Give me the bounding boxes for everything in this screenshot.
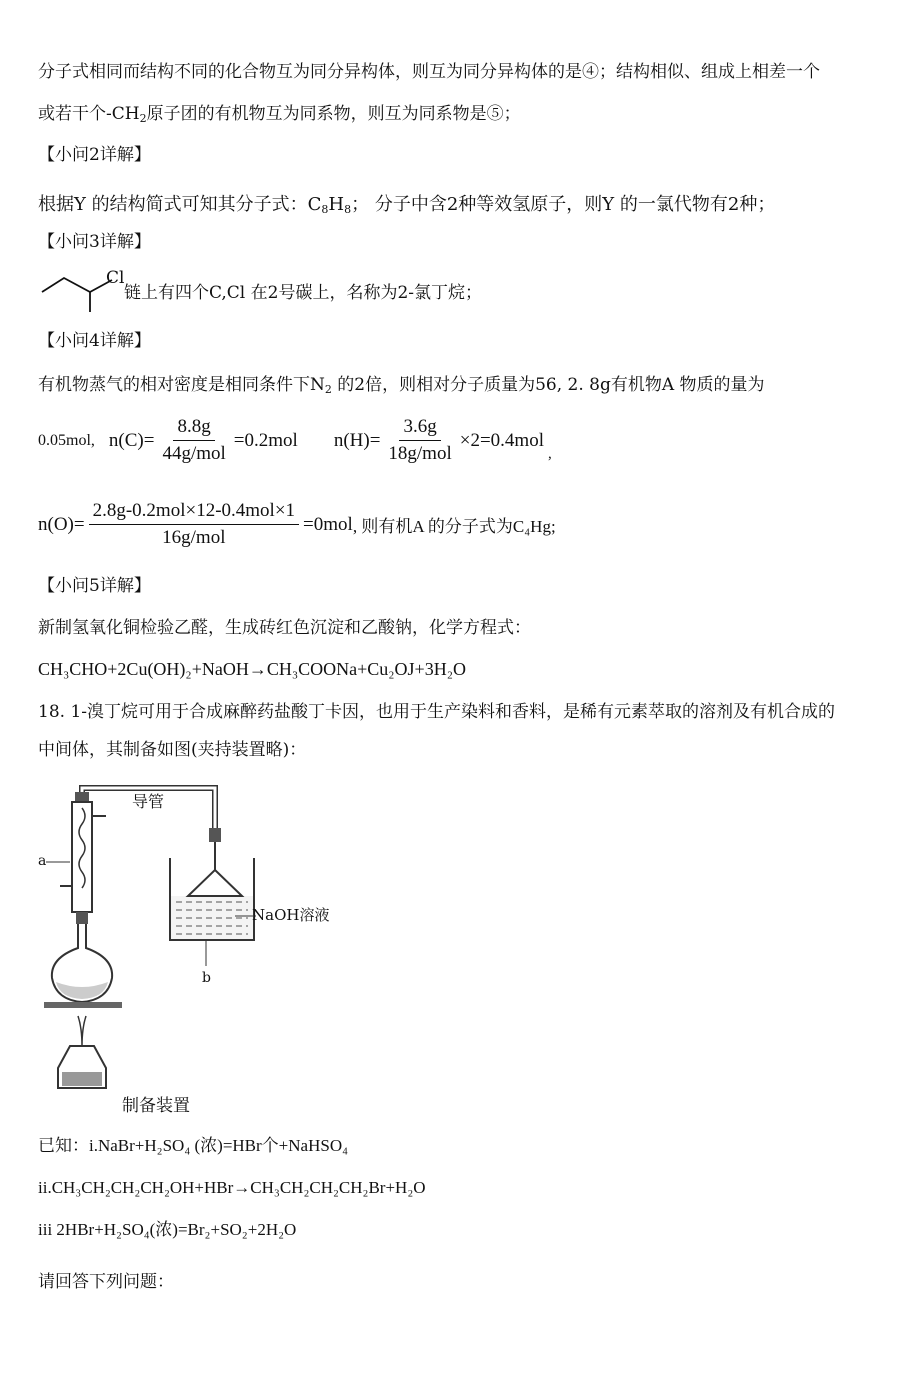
comma: , — [548, 446, 552, 462]
carbon-result: =0.2mol — [233, 429, 298, 451]
text-line: 中间体，其制备如图(夹持装置略)： — [38, 740, 307, 760]
stopper-icon — [75, 792, 89, 802]
subscript: 8 — [321, 203, 329, 216]
known-reaction-iii: iii 2HBr+H₂SO₄(浓)=Br₂+SO₂+2H₂O — [38, 1220, 297, 1239]
text-fragment: 或若干个-CH — [38, 104, 140, 124]
text-line: 新制氢氧化铜检验乙醛，生成砖红色沉淀和乙酸钠，化学方程式： — [38, 618, 531, 638]
text-fragment: H — [328, 194, 345, 215]
tube-label: 导管 — [132, 792, 165, 811]
text-fragment: 的2倍，则相对分子质量为56, 2. 8g有机物A 物质的量为 — [331, 375, 765, 395]
subscript: 2 — [324, 383, 332, 396]
section-heading: 【小问4详解】 — [38, 331, 151, 351]
fraction-denominator: 16g/mol — [162, 527, 226, 548]
text-fragment: 原子团的有机物互为同系物，则互为同系物是⑤； — [146, 104, 521, 124]
question-prompt: 请回答下列问题： — [38, 1272, 174, 1292]
text-fragment: 有机物蒸气的相对密度是相同条件下N — [38, 375, 325, 395]
condenser-label: a — [38, 853, 47, 869]
text-fragment: ； 分子中含2种等效氢原子，则Y 的一氯代物有2种； — [351, 194, 776, 215]
apparatus-diagram — [30, 778, 330, 1098]
oxygen-calculation-row — [38, 500, 556, 549]
fraction-numerator: 2.8g-0.2mol×12-0.4mol×1 — [89, 500, 299, 525]
inverted-funnel-icon — [188, 842, 242, 896]
section-heading: 【小问5详解】 — [38, 576, 151, 596]
figure-caption: 制备装置 — [122, 1096, 190, 1116]
hydrogen-result: ×2=0.4mol — [459, 429, 544, 451]
n-hydrogen-label: n(H)= — [333, 429, 381, 451]
hydrogen-fraction — [384, 416, 455, 465]
n-oxygen-label: n(O)= — [38, 513, 85, 535]
beaker-label: b — [202, 970, 211, 986]
text-line — [38, 194, 775, 216]
section-heading: 【小问3详解】 — [38, 232, 151, 252]
tube-connector-icon — [209, 828, 221, 842]
carbon-fraction — [158, 416, 229, 465]
text-line — [38, 375, 765, 396]
fraction-denominator: 18g/mol — [388, 443, 452, 464]
oxygen-fraction — [89, 500, 299, 549]
chlorine-label: Cl — [106, 268, 125, 288]
chemical-equation: CH₃CHO+2Cu(OH)₂+NaOH→CH₃COONa+Cu₂OJ+3H₂O — [38, 659, 466, 679]
fraction-denominator: 44g/mol — [162, 443, 226, 464]
subscript: 8 — [344, 203, 352, 216]
text-fragment: 根据Y 的结构简式可知其分子式：C — [38, 194, 322, 215]
mole-calculation-row — [38, 416, 552, 465]
fraction-numerator: 8.8g — [173, 416, 214, 441]
heating-plate-icon — [44, 1002, 122, 1008]
naoh-solution-label: NaOH溶液 — [252, 906, 330, 924]
mole-value: 0.05mol, — [38, 431, 95, 449]
text-line — [38, 104, 521, 125]
known-reaction-i: 已知：i.NaBr+H₂SO₄ (浓)=HBr个+NaHSO₄ — [38, 1136, 349, 1155]
text-line: 18. 1-溴丁烷可用于合成麻醉药盐酸丁卡因，也用于生产染料和香料，是稀有元素萃取的溶剂及有机合成的 — [38, 702, 835, 722]
n-carbon-label: n(C)= — [108, 429, 155, 451]
known-reaction-ii: ii.CH₃CH₂CH₂CH₂OH+HBr→CH₃CH₂CH₂CH₂Br+H₂O — [38, 1178, 426, 1197]
subscript: 2 — [139, 112, 147, 125]
formula-conclusion: , 则有机A 的分子式为C₄Hg; — [352, 517, 556, 536]
fraction-numerator: 3.6g — [399, 416, 440, 441]
section-heading: 【小问2详解】 — [38, 145, 151, 165]
oxygen-result: =0mol — [303, 513, 353, 535]
text-line: 链上有四个C,Cl 在2号碳上，名称为2-氯丁烷； — [124, 283, 483, 303]
text-line: 分子式相同而结构不同的化合物互为同分异构体，则互为同分异构体的是④；结构相似、组成上相差一个 — [38, 62, 820, 82]
